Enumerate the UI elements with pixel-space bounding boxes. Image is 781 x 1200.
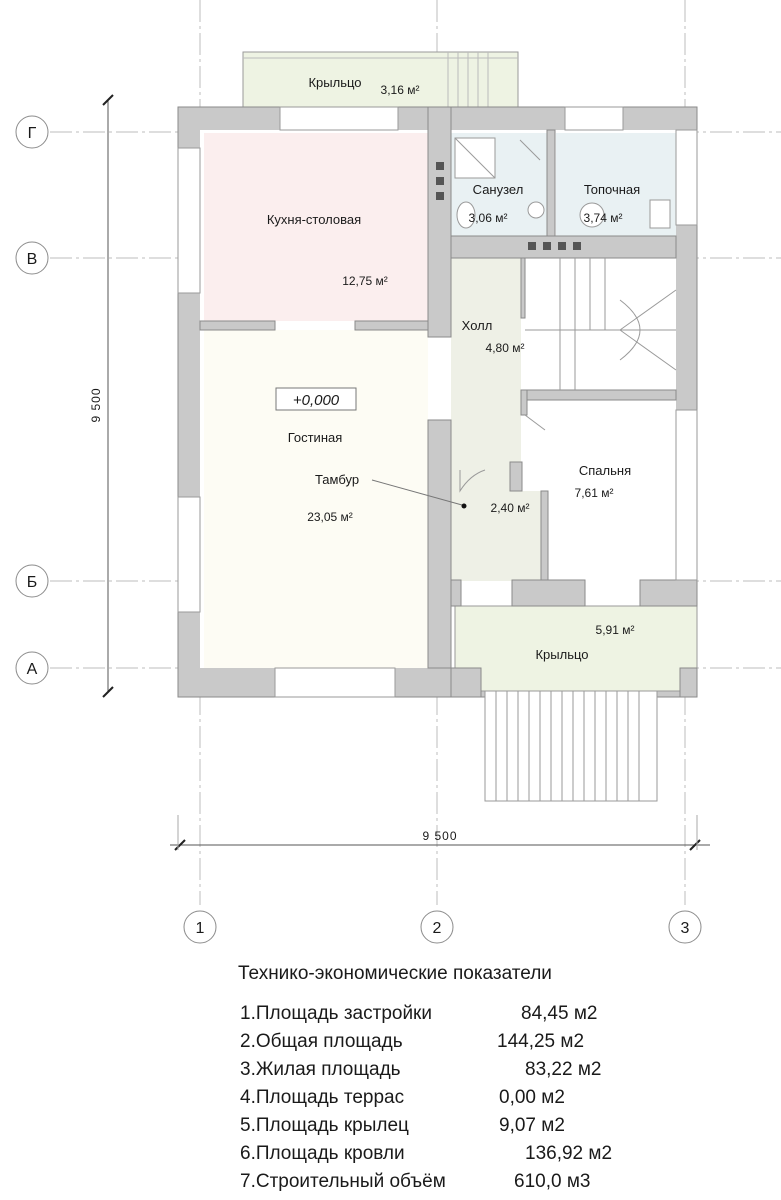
area-bedroom: 7,61 м²	[574, 486, 614, 500]
tep-value: 84,45 м2	[521, 1003, 598, 1024]
tep-value: 136,92 м2	[525, 1143, 613, 1164]
room-stairs	[525, 258, 676, 390]
label-hall: Холл	[461, 318, 493, 333]
label-kitchen: Кухня-столовая	[266, 212, 362, 227]
label-living: Гостиная	[287, 430, 343, 445]
area-boiler: 3,74 м²	[583, 211, 623, 225]
area-living: 23,05 м²	[307, 510, 353, 524]
axis-marker-row-g	[16, 116, 48, 148]
label-porch-top: Крыльцо	[308, 75, 362, 90]
tep-value: 610,0 м3	[514, 1171, 591, 1192]
axis-marker-row-a	[16, 652, 48, 684]
svg-text:В: В	[26, 251, 38, 268]
level-mark	[276, 388, 356, 410]
label-vestibule: Тамбур	[314, 472, 360, 487]
svg-text:1: 1	[195, 920, 205, 937]
tep-label: 3.Жилая площадь	[240, 1059, 401, 1080]
axis-marker-col-1	[184, 911, 216, 943]
label-boiler: Топочная	[583, 182, 641, 197]
area-hall: 4,80 м²	[485, 341, 525, 355]
axis-marker-row-v	[16, 242, 48, 274]
svg-text:2: 2	[432, 920, 442, 937]
room-living	[204, 330, 428, 668]
porch-top	[243, 52, 518, 107]
svg-text:Г: Г	[27, 125, 37, 142]
area-porch-bottom: 5,91 м²	[595, 623, 635, 637]
dimension-vertical	[89, 95, 113, 697]
room-hall	[451, 258, 521, 491]
label-porch-bottom: Крыльцо	[535, 647, 589, 662]
porch-bottom	[455, 606, 697, 801]
tep-value: 0,00 м2	[499, 1087, 565, 1108]
axis-marker-row-b	[16, 565, 48, 597]
dimension-horizontal	[170, 815, 710, 850]
tep-label: 2.Общая площадь	[240, 1031, 403, 1052]
area-bathroom: 3,06 м²	[468, 211, 508, 225]
tep-label: 5.Площадь крылец	[240, 1115, 409, 1136]
svg-text:Б: Б	[26, 574, 38, 591]
svg-text:+0,000: +0,000	[292, 392, 340, 409]
axis-marker-col-2	[421, 911, 453, 943]
tep-label: 1.Площадь застройки	[240, 1003, 432, 1024]
area-kitchen: 12,75 м²	[342, 274, 388, 288]
tep-label: 4.Площадь террас	[240, 1087, 405, 1108]
tep-value: 9,07 м2	[499, 1115, 565, 1136]
tep-label: 7.Строительный объём	[240, 1171, 446, 1192]
tep-title: Технико-экономические показатели	[238, 963, 552, 984]
label-bedroom: Спальня	[578, 463, 632, 478]
tep-value: 83,22 м2	[525, 1059, 602, 1080]
svg-text:3: 3	[680, 920, 690, 937]
label-bathroom: Санузел	[472, 182, 524, 197]
room-kitchen	[204, 133, 428, 321]
axis-marker-col-3	[669, 911, 701, 943]
svg-text:9 500: 9 500	[422, 829, 458, 843]
tep-value: 144,25 м2	[497, 1031, 585, 1052]
svg-text:9 500: 9 500	[89, 387, 103, 423]
svg-text:А: А	[26, 661, 38, 678]
area-porch-top: 3,16 м²	[380, 83, 420, 97]
area-vestibule: 2,40 м²	[490, 501, 530, 515]
tep-label: 6.Площадь кровли	[240, 1143, 405, 1164]
